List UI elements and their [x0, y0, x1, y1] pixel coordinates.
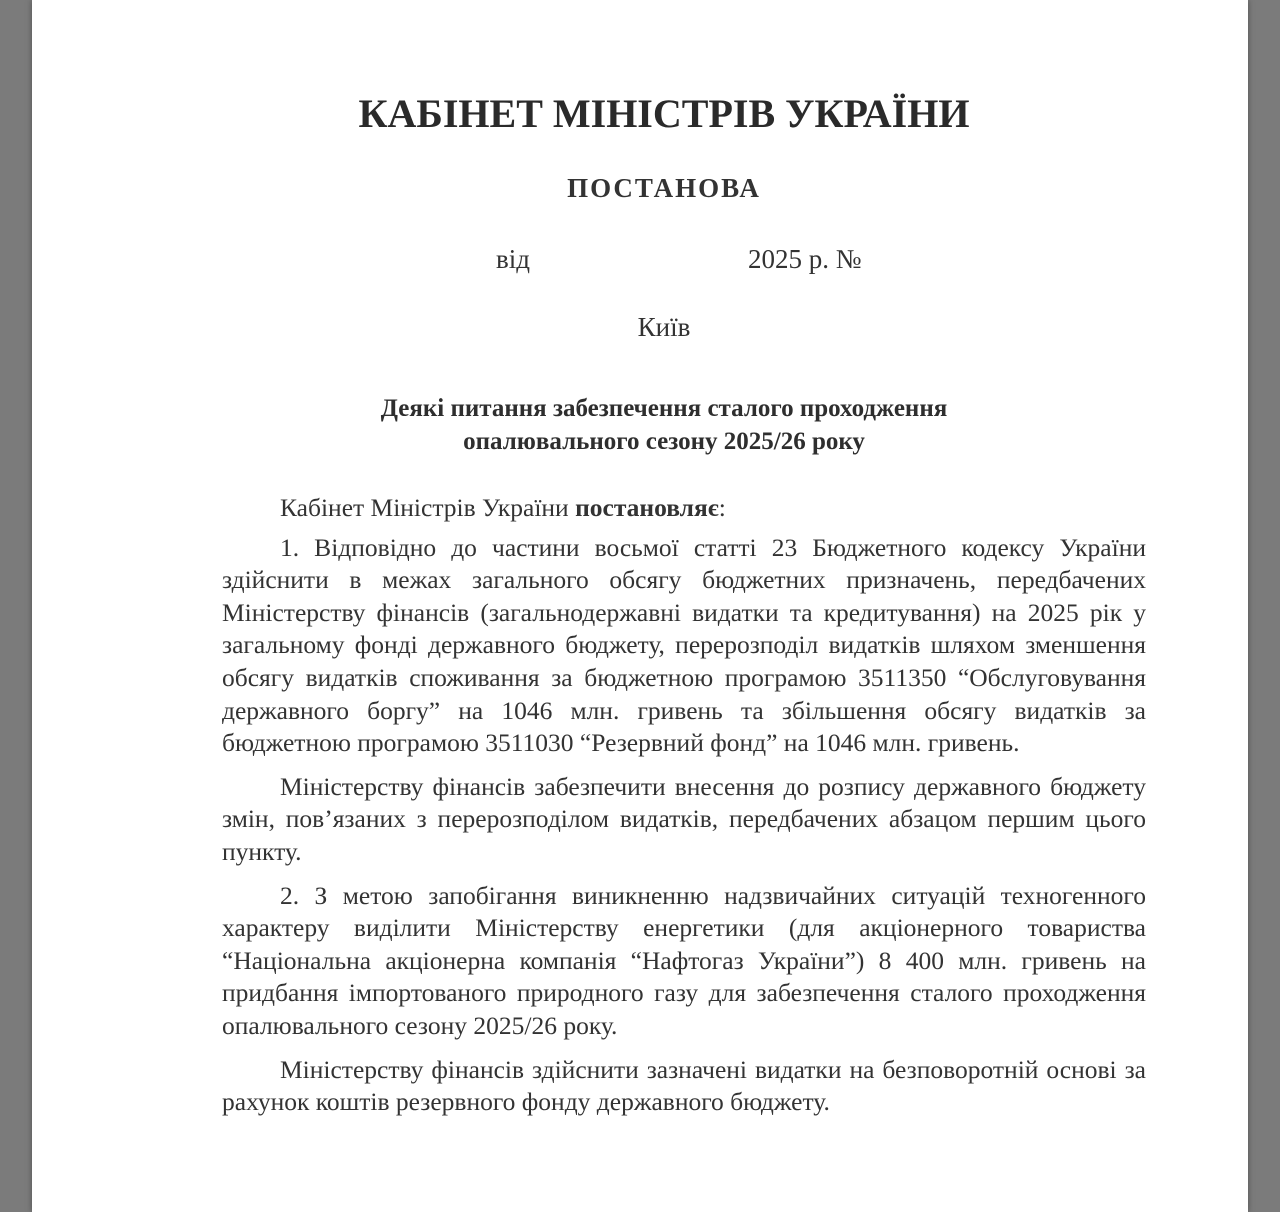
organization-title: КАБІНЕТ МІНІСТРІВ УКРАЇНИ: [358, 91, 970, 136]
lead-paragraph: [222, 492, 1146, 525]
paragraph-4: Міністерству фінансів здійснити зазначені видатки на безповоротній основі за рахунок коштів резервного фонду державного бюджету.: [222, 1054, 1146, 1117]
city-name: Київ: [637, 312, 691, 342]
document-type: ПОСТАНОВА: [567, 173, 761, 203]
lead-colon: :: [718, 493, 726, 522]
subject-line-2: опалювального сезону 2025/26 року: [463, 428, 865, 455]
date-year-number: 2025 р. №: [748, 244, 862, 274]
date-from-label: від: [496, 244, 530, 274]
document-body: [222, 492, 1146, 1119]
lead-text: Кабінет Міністрів України: [280, 493, 576, 522]
paragraph-2: Міністерству фінансів забезпечити внесення до розпису державного бюджету змін, пов’язаних з перерозподілом видатків, передбачених абзацом першим цього пункту.: [222, 771, 1146, 866]
paragraph-1: 1. Відповідно до частини восьмої статті 23 Бюджетного кодексу України здійснити в межах загального обсягу бюджетних призначень, передбачених Міністерству фінансів (загальнодержавні видатки та кредитування) на 2025 рік у загальному фонді державного бюджету, перерозподіл видатків шляхом зменшення обсягу видатків споживання за бюджетною програмою 3511350 “Обслуговування державного боргу” на 1046 млн. гривень та збільшення обсягу видатків за бюджетною програмою 3511030 “Резервний фонд” на 1046 млн. гривень.: [222, 532, 1146, 758]
paragraph-3: 2. З метою запобігання виникненню надзвичайних ситуацій техногенного характеру виділити Міністерству енергетики (для акціонерного товариства “Національна акціонерна компанія “Нафтогаз України”) 8 400 млн. гривень на придбання імпортованого природного газу для забезпечення сталого проходження опалювального сезону 2025/26 року.: [222, 880, 1146, 1040]
lead-bold-verb: постановляє: [575, 493, 719, 522]
document-subject: [32, 392, 1248, 458]
document-page: [32, 0, 1248, 1212]
subject-line-1: Деякі питання забезпечення сталого проходження: [380, 395, 948, 422]
